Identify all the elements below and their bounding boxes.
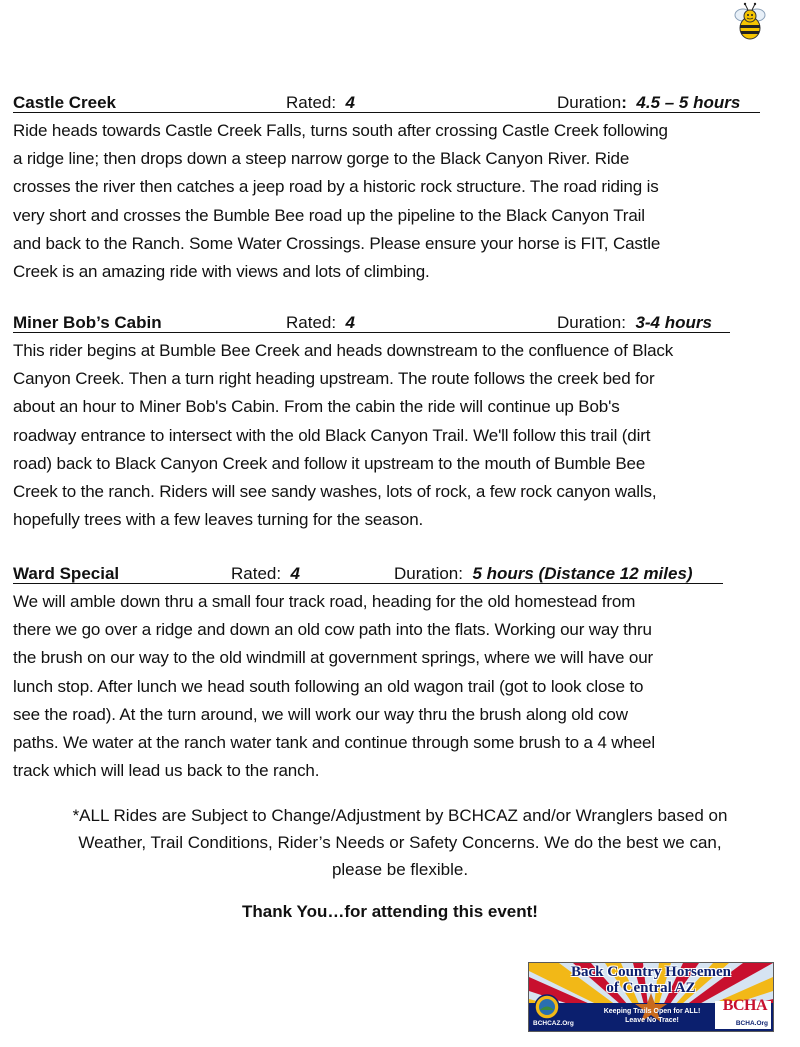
ride-name: Castle Creek xyxy=(13,93,117,112)
thank-you-message: Thank You…for attending this event! xyxy=(242,902,538,921)
duration-colon: : xyxy=(621,93,627,112)
description-line: roadway entrance to intersect with the old Black Canyon Trail. We'll follow this trail (dirt xyxy=(13,425,651,445)
ride-header xyxy=(13,92,773,114)
logo-title-line2: of Central AZ xyxy=(606,980,696,996)
ride-header xyxy=(13,563,773,585)
description-line: Canyon Creek. Then a turn right heading upstream. The route follows the creek bed for xyxy=(13,369,655,389)
disclaimer-line: please be flexible. xyxy=(331,860,469,879)
ride-header xyxy=(13,312,773,334)
ride-rating xyxy=(286,312,355,334)
duration-value: 4.5 – 5 hours xyxy=(636,93,741,112)
description-line: lunch stop. After lunch we head south following an old wagon trail (got to look close to xyxy=(13,676,644,696)
rating-value: 4 xyxy=(345,93,356,112)
description-line: the brush on our way to the old windmill at government springs, where we will have our xyxy=(13,648,654,668)
duration-label: Duration: xyxy=(557,313,626,332)
description-line: there we go over a ridge and down an old cow path into the flats. Working our way thru xyxy=(13,620,652,640)
rating-value: 4 xyxy=(290,564,301,583)
ride-name: Ward Special xyxy=(13,564,120,583)
ride-description xyxy=(13,588,773,785)
description-line: hopefully trees with a few leaves turning for the season. xyxy=(13,510,424,530)
duration-label: Duration: xyxy=(394,564,463,583)
ride-ward-special xyxy=(13,563,773,785)
duration-value: 3-4 hours xyxy=(635,313,712,332)
rating-label: Rated: xyxy=(231,564,282,583)
logo-abbrev: BCHA xyxy=(722,997,767,1014)
description-line: track which will lead us back to the ranch. xyxy=(13,761,320,781)
ride-name: Miner Bob’s Cabin xyxy=(13,313,162,332)
ride-description xyxy=(13,337,773,534)
ride-duration xyxy=(557,92,740,114)
duration-value: 5 hours (Distance 12 miles) xyxy=(472,564,693,583)
ride-rating xyxy=(286,92,355,114)
ride-miner-bobs-cabin xyxy=(13,312,773,534)
bchcaz-logo xyxy=(528,962,774,1032)
description-line: about an hour to Miner Bob's Cabin. From the cabin the ride will continue up Bob's xyxy=(13,397,620,417)
description-line: very short and crosses the Bumble Bee road up the pipeline to the Black Canyon Trail xyxy=(13,205,645,225)
description-line: a ridge line; then drops down a steep narrow gorge to the Black Canyon River. Ride xyxy=(13,149,630,169)
description-line: crosses the river then catches a jeep road by a historic rock structure. The road riding is xyxy=(13,177,659,197)
disclaimer-line: *ALL Rides are Subject to Change/Adjustment by BCHCAZ and/or Wranglers based on xyxy=(72,806,728,825)
description-line: see the road). At the turn around, we will work our way thru the brush along old cow xyxy=(13,704,628,724)
logo-tagline-line1: Keeping Trails Open for ALL! xyxy=(603,1008,701,1015)
rating-label: Rated: xyxy=(286,93,337,112)
logo-footer-left: BCHCAZ.Org xyxy=(533,1020,574,1027)
disclaimer-line: Weather, Trail Conditions, Rider’s Needs or Safety Concerns. We do the best we can, xyxy=(78,833,722,852)
description-line: This rider begins at Bumble Bee Creek and heads downstream to the confluence of Black xyxy=(13,341,674,360)
description-line: Ride heads towards Castle Creek Falls, turns south after crossing Castle Creek following xyxy=(13,121,668,140)
description-line: paths. We water at the ranch water tank and continue through some brush to a 4 wheel xyxy=(13,733,655,753)
description-line: We will amble down thru a small four track road, heading for the old homestead from xyxy=(13,592,636,611)
bee-icon xyxy=(728,2,772,42)
logo-footer-right: BCHA.Org xyxy=(735,1020,768,1027)
disclaimer xyxy=(0,802,800,883)
description-line: and back to the Ranch. Some Water Crossings. Please ensure your horse is FIT, Castle xyxy=(13,233,661,253)
logo-tagline-line2: Leave No Trace! xyxy=(625,1017,679,1024)
description-line: Creek is an amazing ride with views and lots of climbing. xyxy=(13,262,430,282)
logo-title-line1: Back Country Horsemen xyxy=(571,964,731,980)
ride-rating xyxy=(231,563,300,585)
ride-description xyxy=(13,117,773,286)
ride-castle-creek xyxy=(13,92,773,286)
description-line: road) back to Black Canyon Creek and follow it upstream to the mouth of Bumble Bee xyxy=(13,453,646,473)
ride-duration xyxy=(557,312,712,334)
ride-duration xyxy=(394,563,693,585)
rating-label: Rated: xyxy=(286,313,337,332)
rating-value: 4 xyxy=(345,313,356,332)
description-line: Creek to the ranch. Riders will see sandy washes, lots of rock, a few rock canyon walls, xyxy=(13,482,657,502)
duration-label: Duration xyxy=(557,93,622,112)
